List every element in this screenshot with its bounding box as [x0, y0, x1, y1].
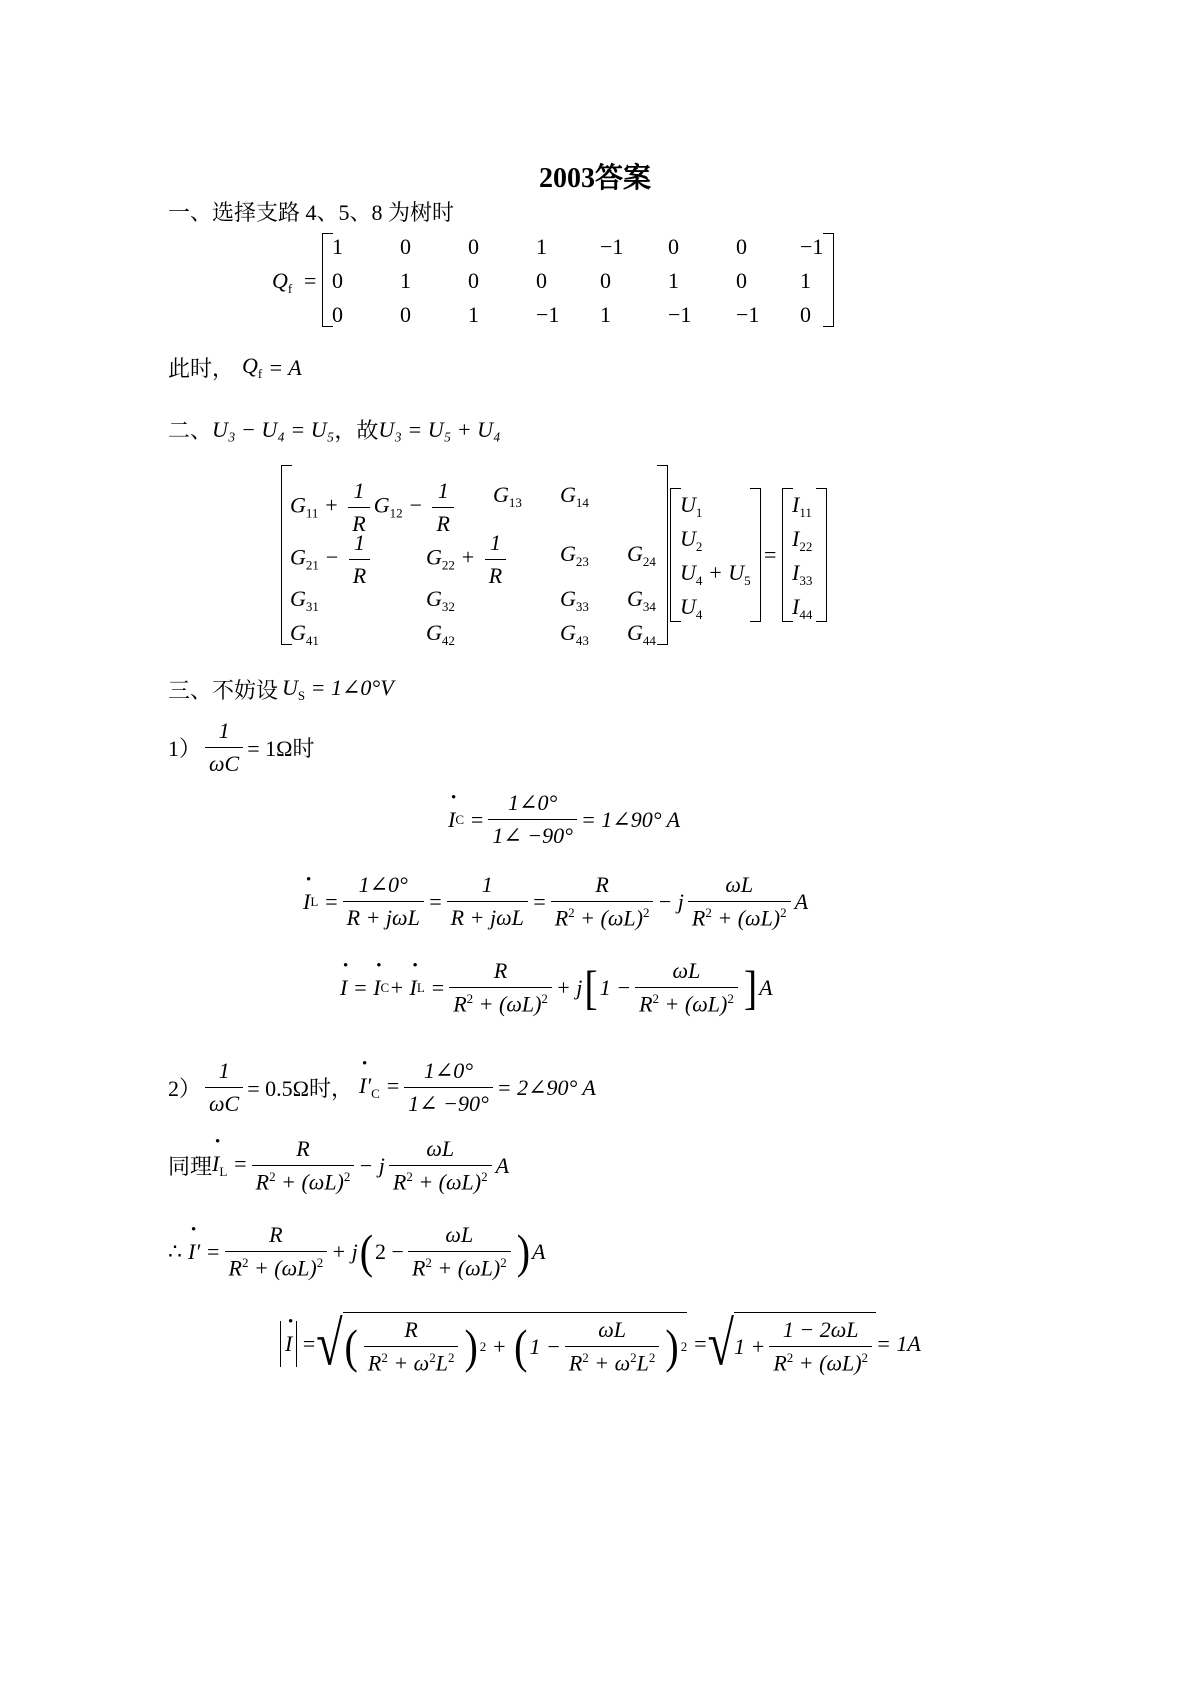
g-r2c1: $G_{21}$ − $\frac{1}{R}$: [290, 530, 374, 589]
qf-cell: 1: [800, 268, 811, 293]
qf-cell: 1: [668, 268, 679, 293]
g-r4c4: $G_{44}$: [627, 620, 656, 648]
qf-cell: −1: [600, 234, 624, 259]
ic-equation: • I C = $\frac{1\angle 0^\circ}{1\angle -90^\circ}$ = 1∠90° A: [448, 790, 680, 849]
g-r3c4: $G_{34}$: [627, 586, 656, 614]
case2-frac: $\frac{1}{\omega C}$: [205, 1058, 243, 1117]
qf-cell: 0: [668, 234, 679, 259]
g-r3c3: $G_{33}$: [560, 586, 589, 614]
g-r1c3: $G_{13}$: [493, 482, 522, 510]
note-prefix: 此时，: [168, 356, 235, 381]
case1-cond: = 1Ω时: [247, 736, 315, 761]
note-eq: = A: [268, 354, 302, 380]
case1-label: 1）: [168, 736, 202, 761]
section2-eq1: U₃ − U₄ = U₅: [212, 416, 335, 442]
qf-cell: 1: [468, 302, 479, 327]
g-r4c3: $G_{43}$: [560, 620, 589, 648]
g-r3c2: $G_{32}$: [426, 586, 455, 614]
qf-cell: 0: [468, 268, 479, 293]
section3-prefix: 三、不妨设: [168, 678, 279, 703]
qf-cell: 0: [400, 302, 411, 327]
qf-cell: −1: [668, 302, 692, 327]
qf-cell: 1: [400, 268, 411, 293]
i-11: $I_{11}$: [792, 492, 812, 520]
same-il: • $I_L$ =: [212, 1151, 248, 1180]
case1-line: [168, 718, 315, 777]
i-vector-bracket-right: [816, 488, 827, 622]
qf-cell: 1: [332, 234, 343, 259]
section3-us: $U_S$ = 1∠0°V: [282, 675, 394, 703]
g-r4c1: $G_{41}$: [290, 620, 319, 648]
u-4: $U_4$: [680, 594, 703, 622]
g-r1c1: $G_{11}$ + $\frac{1}{R}$ $G_{12}$ − $\frac{1}{R}$: [290, 478, 458, 537]
case2-cond: = 0.5Ω时，: [247, 1076, 353, 1101]
vector-equals: =: [764, 542, 777, 567]
qf-cell: 0: [332, 268, 343, 293]
same-line: 同理 • $I_L$ = $\frac{R}{R^2 + (\omega L)^2}$ − j $\frac{\omega L}{R^2 + (\omega L)^2}$ A: [168, 1136, 509, 1195]
note-qf: $Q_f$: [242, 353, 263, 381]
qf-cell: 0: [332, 302, 343, 327]
qf-cell: 0: [400, 234, 411, 259]
section2-prefix: 二、: [168, 418, 213, 443]
qf-cell: 0: [736, 268, 747, 293]
qf-cell: −1: [800, 234, 824, 259]
section2-eq2: U₃ = U₅ + U₄: [378, 416, 501, 442]
qf-cell: 1: [600, 302, 611, 327]
qf-cell: 1: [536, 234, 547, 259]
therefore-line: ∴ • I′ = $\frac{R}{R^2 + (\omega L)^2}$ + j ( 2 − $\frac{\omega L}{R^2 + (\omega L)^2}$ ) A: [168, 1222, 545, 1281]
il-equation: • I L = $\frac{1\angle 0^\circ}{\text{R + jωL}}$ = $\frac{1}{\text{R + jωL}}$ = $\frac{R}{R^2 + (\omega L)^2}$ − j $\frac{\omega L}{R^2 + (\omega L)^2}$ A: [303, 872, 808, 931]
g-r2c3: $G_{23}$: [560, 541, 589, 569]
u-vector-bracket-right: [750, 488, 761, 622]
case2-ic: • $I'_C$ =: [359, 1073, 400, 1102]
section1-note: [168, 352, 302, 383]
magnitude-equation: • I = √ ( $\frac{R}{R^2 + \omega^2L^2}$ ) 2 + ( 1 − $\frac{\omega L}{R^2 + \omega^2L^2}$ ) 2 = √ 1 + $\frac{1 - 2\omega L}{R^2 + (\omega L)^2}$ = 1A: [276, 1312, 921, 1376]
same-prefix: 同理: [168, 1154, 213, 1180]
u-3: $U_4 + U_5$: [680, 560, 751, 588]
section2-mid: ，故: [334, 418, 379, 443]
u-1: $U_1$: [680, 492, 703, 520]
g-r4c2: $G_{42}$: [426, 620, 455, 648]
qf-cell: 0: [800, 302, 811, 327]
g-r3c1: $G_{31}$: [290, 586, 319, 614]
qf-cell: −1: [736, 302, 760, 327]
matrix-bracket-right: [823, 233, 834, 327]
section3-heading: [168, 674, 394, 705]
case1-frac: $\frac{1}{\omega C}$: [205, 718, 243, 777]
case2-line: 2） $\frac{1}{\omega C}$ = 0.5Ω时， • $I'_C$ = $\frac{1\angle 0^\circ}{1\angle -90^\circ}$ = 2∠90° A: [168, 1058, 596, 1117]
case2-label: 2）: [168, 1076, 202, 1101]
section1-heading: 一、选择支路 4、5、8 为树时: [168, 200, 455, 225]
qf-label: $Q_f$: [272, 268, 293, 296]
i-total-equation: • I = • I C + • I L = $\frac{R}{R^2 + (\omega L)^2}$ + j [ 1 − $\frac{\omega L}{R^2 + (\omega L)^2}$ ] A: [340, 958, 773, 1017]
qf-cell: 0: [736, 234, 747, 259]
qf-cell: 0: [600, 268, 611, 293]
g-matrix-bracket-right: [657, 465, 668, 645]
i-22: $I_{22}$: [792, 526, 813, 554]
qf-cell: 0: [468, 234, 479, 259]
qf-cell: −1: [536, 302, 560, 327]
g-r2c4: $G_{24}$: [627, 541, 656, 569]
i-33: $I_{33}$: [792, 560, 813, 588]
qf-cell: 0: [536, 268, 547, 293]
g-r2c2: $G_{22}$ + $\frac{1}{R}$: [426, 530, 510, 589]
section2-heading: [168, 414, 501, 445]
page-title: 2003答案: [538, 163, 651, 194]
g-r1c4: $G_{14}$: [560, 482, 589, 510]
i-44: $I_{44}$: [792, 594, 813, 622]
equals-sign: =: [304, 268, 317, 293]
u-2: $U_2$: [680, 526, 703, 554]
therefore-symbol: ∴: [168, 1238, 182, 1264]
